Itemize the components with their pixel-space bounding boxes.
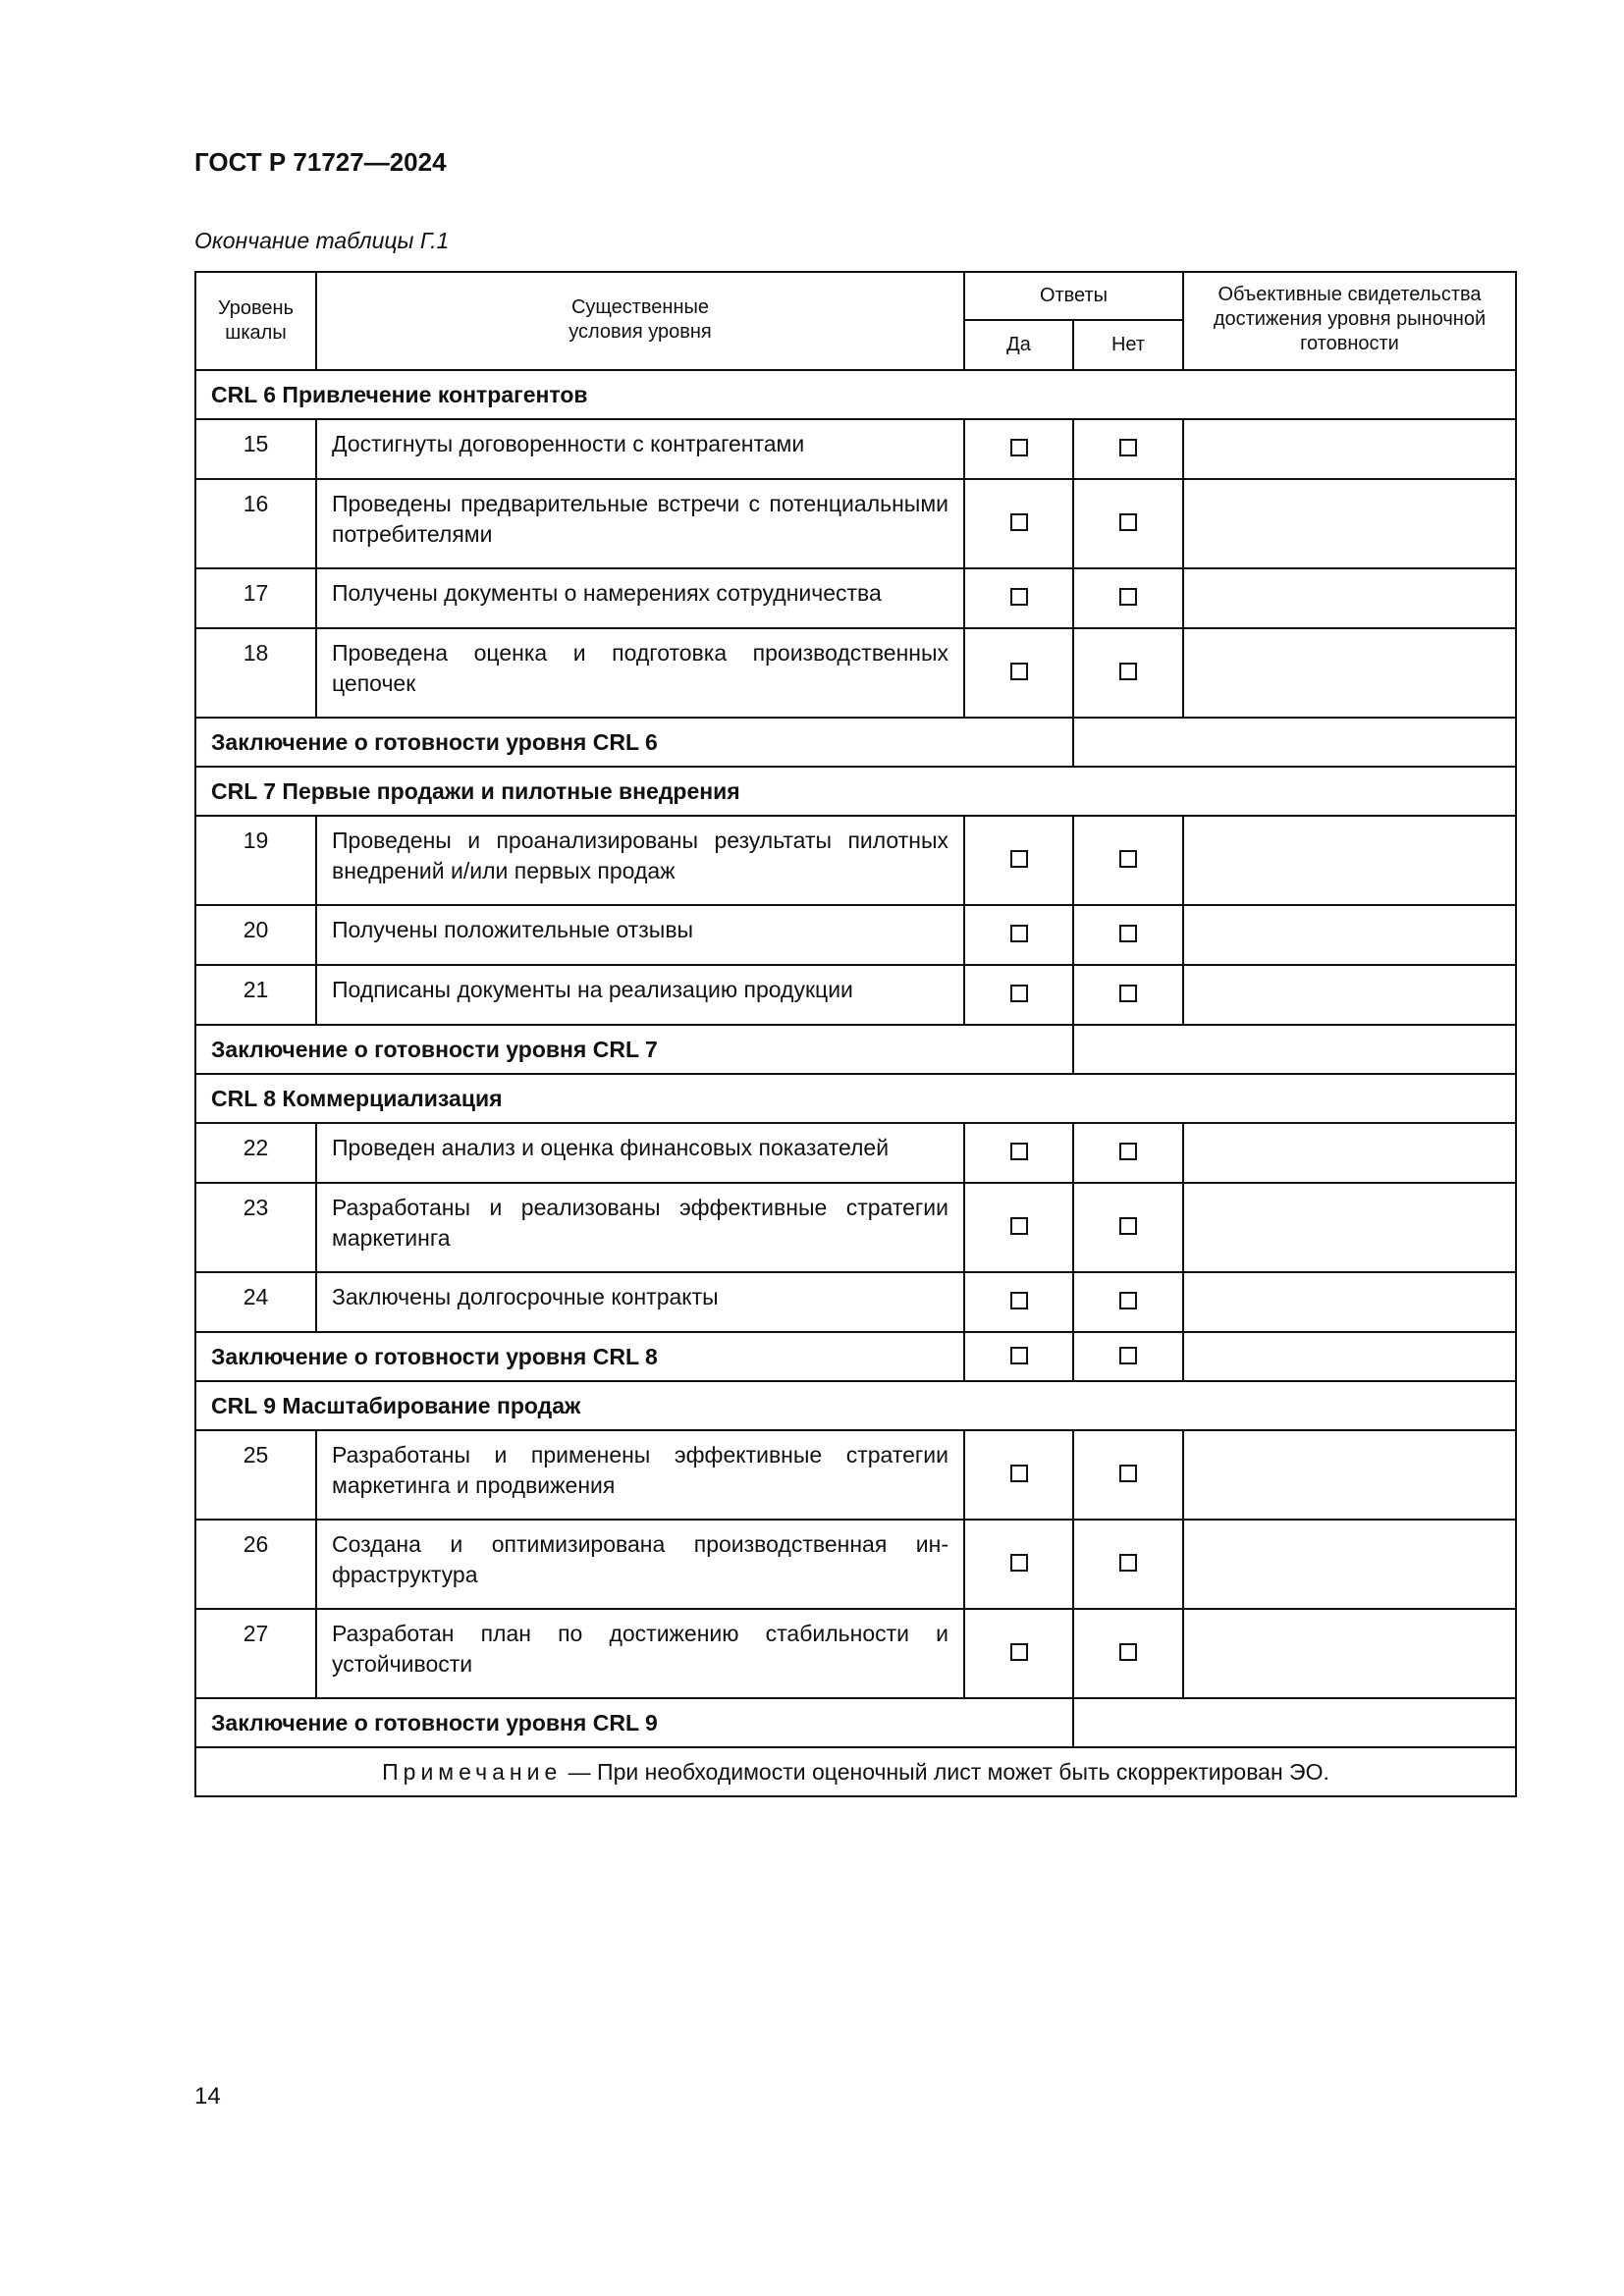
evidence-cell[interactable]	[1183, 1183, 1516, 1272]
row-number: 18	[195, 628, 316, 718]
section-title-crl7: CRL 7 Первые продажи и пилотные внедрения	[195, 767, 1516, 816]
no-checkbox[interactable]	[1119, 850, 1137, 868]
note-label: Примечание	[382, 1758, 563, 1785]
yes-checkbox[interactable]	[1010, 1465, 1028, 1482]
row-condition: Проведена оценка и подготовка производственных цепочек	[316, 628, 964, 718]
row-condition: Проведены предварительные встречи с потенциальными потребителями	[316, 479, 964, 568]
yes-checkbox[interactable]	[1010, 985, 1028, 1002]
column-header-evidence-text: Объективные свидетельства достижения уровня рыночной готовности	[1213, 284, 1487, 354]
table-caption: Окончание таблицы Г.1	[194, 228, 450, 253]
no-cell	[1073, 1123, 1183, 1183]
yes-checkbox[interactable]	[1010, 1217, 1028, 1235]
no-cell	[1073, 479, 1183, 568]
section-title-crl9: CRL 9 Масштабирование продаж	[195, 1381, 1516, 1430]
no-cell	[1073, 568, 1183, 628]
yes-checkbox[interactable]	[1010, 663, 1028, 680]
yes-checkbox[interactable]	[1010, 1643, 1028, 1661]
column-header-evidence	[1183, 272, 1516, 370]
no-cell	[1073, 1609, 1183, 1698]
table-row	[195, 1272, 1516, 1332]
column-header-level: Уровень шкалы	[195, 272, 316, 370]
yes-cell	[964, 905, 1073, 965]
table-note	[195, 1747, 1516, 1796]
note-text: — При необходимости оценочный лист может быть скорректирован ЭО.	[562, 1758, 1329, 1785]
row-number: 21	[195, 965, 316, 1025]
yes-cell	[964, 1183, 1073, 1272]
row-condition: Проведены и проанализированы результаты пилотных внедрений и/или первых продаж	[316, 816, 964, 905]
evidence-cell[interactable]	[1183, 1123, 1516, 1183]
row-number: 15	[195, 419, 316, 479]
no-cell	[1073, 1332, 1183, 1381]
section-title-crl8: CRL 8 Коммерциализация	[195, 1074, 1516, 1123]
column-header-conditions-text: Существенные условия уровня	[568, 296, 712, 343]
no-cell	[1073, 1520, 1183, 1609]
column-header-no: Нет	[1073, 320, 1183, 370]
no-checkbox[interactable]	[1119, 588, 1137, 606]
row-number: 16	[195, 479, 316, 568]
no-cell	[1073, 905, 1183, 965]
table-row	[195, 1430, 1516, 1520]
evidence-cell[interactable]	[1183, 965, 1516, 1025]
table-row	[195, 419, 1516, 479]
yes-cell	[964, 965, 1073, 1025]
evidence-cell[interactable]	[1183, 1609, 1516, 1698]
no-cell	[1073, 628, 1183, 718]
row-condition: Достигнуты договоренности с контрагентами	[316, 419, 964, 479]
yes-checkbox[interactable]	[1010, 850, 1028, 868]
section-title-crl6: CRL 6 Привлечение контрагентов	[195, 370, 1516, 419]
evidence-cell[interactable]	[1183, 1332, 1516, 1381]
table-row	[195, 479, 1516, 568]
evidence-cell[interactable]	[1183, 1430, 1516, 1520]
yes-cell	[964, 1332, 1073, 1381]
no-checkbox[interactable]	[1119, 513, 1137, 531]
no-cell	[1073, 816, 1183, 905]
table-row	[195, 1123, 1516, 1183]
row-condition: Проведен анализ и оценка финансовых показателей	[316, 1123, 964, 1183]
conclusion-crl6: Заключение о готовности уровня CRL 6	[195, 718, 1073, 767]
table-row	[195, 568, 1516, 628]
no-cell	[1073, 1183, 1183, 1272]
page-number: 14	[194, 2083, 221, 2109]
evidence-cell[interactable]	[1183, 816, 1516, 905]
no-cell	[1073, 965, 1183, 1025]
no-checkbox[interactable]	[1119, 439, 1137, 456]
yes-cell	[964, 816, 1073, 905]
evidence-cell[interactable]	[1183, 419, 1516, 479]
row-number: 19	[195, 816, 316, 905]
row-number: 25	[195, 1430, 316, 1520]
no-checkbox[interactable]	[1119, 663, 1137, 680]
no-cell	[1073, 1430, 1183, 1520]
no-checkbox[interactable]	[1119, 925, 1137, 942]
yes-cell	[964, 628, 1073, 718]
no-checkbox[interactable]	[1119, 1465, 1137, 1482]
row-condition: Получены положительные отзывы	[316, 905, 964, 965]
conclusion-value-crl7[interactable]	[1073, 1025, 1516, 1074]
table-row	[195, 1520, 1516, 1609]
conclusion-value-crl6[interactable]	[1073, 718, 1516, 767]
row-number: 23	[195, 1183, 316, 1272]
yes-checkbox[interactable]	[1010, 1554, 1028, 1572]
row-number: 22	[195, 1123, 316, 1183]
yes-checkbox[interactable]	[1010, 1347, 1028, 1364]
no-checkbox[interactable]	[1119, 985, 1137, 1002]
column-header-yes: Да	[964, 320, 1073, 370]
yes-cell	[964, 1272, 1073, 1332]
evidence-cell[interactable]	[1183, 628, 1516, 718]
evidence-cell[interactable]	[1183, 1272, 1516, 1332]
row-condition: Получены документы о намерениях сотрудничества	[316, 568, 964, 628]
yes-checkbox[interactable]	[1010, 1292, 1028, 1309]
row-condition: Разработаны и применены эффективные стратегии маркетинга и продвижения	[316, 1430, 964, 1520]
row-number: 26	[195, 1520, 316, 1609]
row-number: 24	[195, 1272, 316, 1332]
no-cell	[1073, 419, 1183, 479]
yes-checkbox[interactable]	[1010, 439, 1028, 456]
column-header-conditions	[316, 272, 964, 370]
row-condition: Подписаны документы на реализацию продукции	[316, 965, 964, 1025]
evidence-cell[interactable]	[1183, 1520, 1516, 1609]
evidence-cell[interactable]	[1183, 568, 1516, 628]
row-condition: Заключены долгосрочные контракты	[316, 1272, 964, 1332]
document-code: ГОСТ Р 71727—2024	[194, 147, 447, 177]
table-row	[195, 1609, 1516, 1698]
row-number: 20	[195, 905, 316, 965]
conclusion-crl7: Заключение о готовности уровня CRL 7	[195, 1025, 1073, 1074]
yes-checkbox[interactable]	[1010, 1143, 1028, 1160]
yes-checkbox[interactable]	[1010, 513, 1028, 531]
no-checkbox[interactable]	[1119, 1292, 1137, 1309]
no-checkbox[interactable]	[1119, 1347, 1137, 1364]
yes-cell	[964, 568, 1073, 628]
yes-cell	[964, 1430, 1073, 1520]
row-number: 17	[195, 568, 316, 628]
table-row	[195, 1183, 1516, 1272]
evidence-cell[interactable]	[1183, 905, 1516, 965]
table-row	[195, 965, 1516, 1025]
table-row	[195, 628, 1516, 718]
row-condition: Разработан план по достижению стабильности и устойчивости	[316, 1609, 964, 1698]
yes-cell	[964, 1609, 1073, 1698]
row-condition: Создана и оптимизирована производственная инфраструктура	[316, 1520, 964, 1609]
table-row	[195, 905, 1516, 965]
yes-cell	[964, 419, 1073, 479]
evidence-cell[interactable]	[1183, 479, 1516, 568]
table-row	[195, 816, 1516, 905]
row-number: 27	[195, 1609, 316, 1698]
conclusion-crl9: Заключение о готовности уровня CRL 9	[195, 1698, 1073, 1747]
yes-checkbox[interactable]	[1010, 588, 1028, 606]
no-checkbox[interactable]	[1119, 1143, 1137, 1160]
no-checkbox[interactable]	[1119, 1554, 1137, 1572]
yes-cell	[964, 1123, 1073, 1183]
assessment-table	[194, 271, 1517, 1797]
no-cell	[1073, 1272, 1183, 1332]
yes-checkbox[interactable]	[1010, 925, 1028, 942]
no-checkbox[interactable]	[1119, 1217, 1137, 1235]
column-header-answers: Ответы	[964, 272, 1183, 320]
yes-cell	[964, 479, 1073, 568]
conclusion-crl8: Заключение о готовности уровня CRL 8	[195, 1332, 964, 1381]
conclusion-value-crl9[interactable]	[1073, 1698, 1516, 1747]
no-checkbox[interactable]	[1119, 1643, 1137, 1661]
row-condition: Разработаны и реализованы эффективные стратегии маркетинга	[316, 1183, 964, 1272]
yes-cell	[964, 1520, 1073, 1609]
